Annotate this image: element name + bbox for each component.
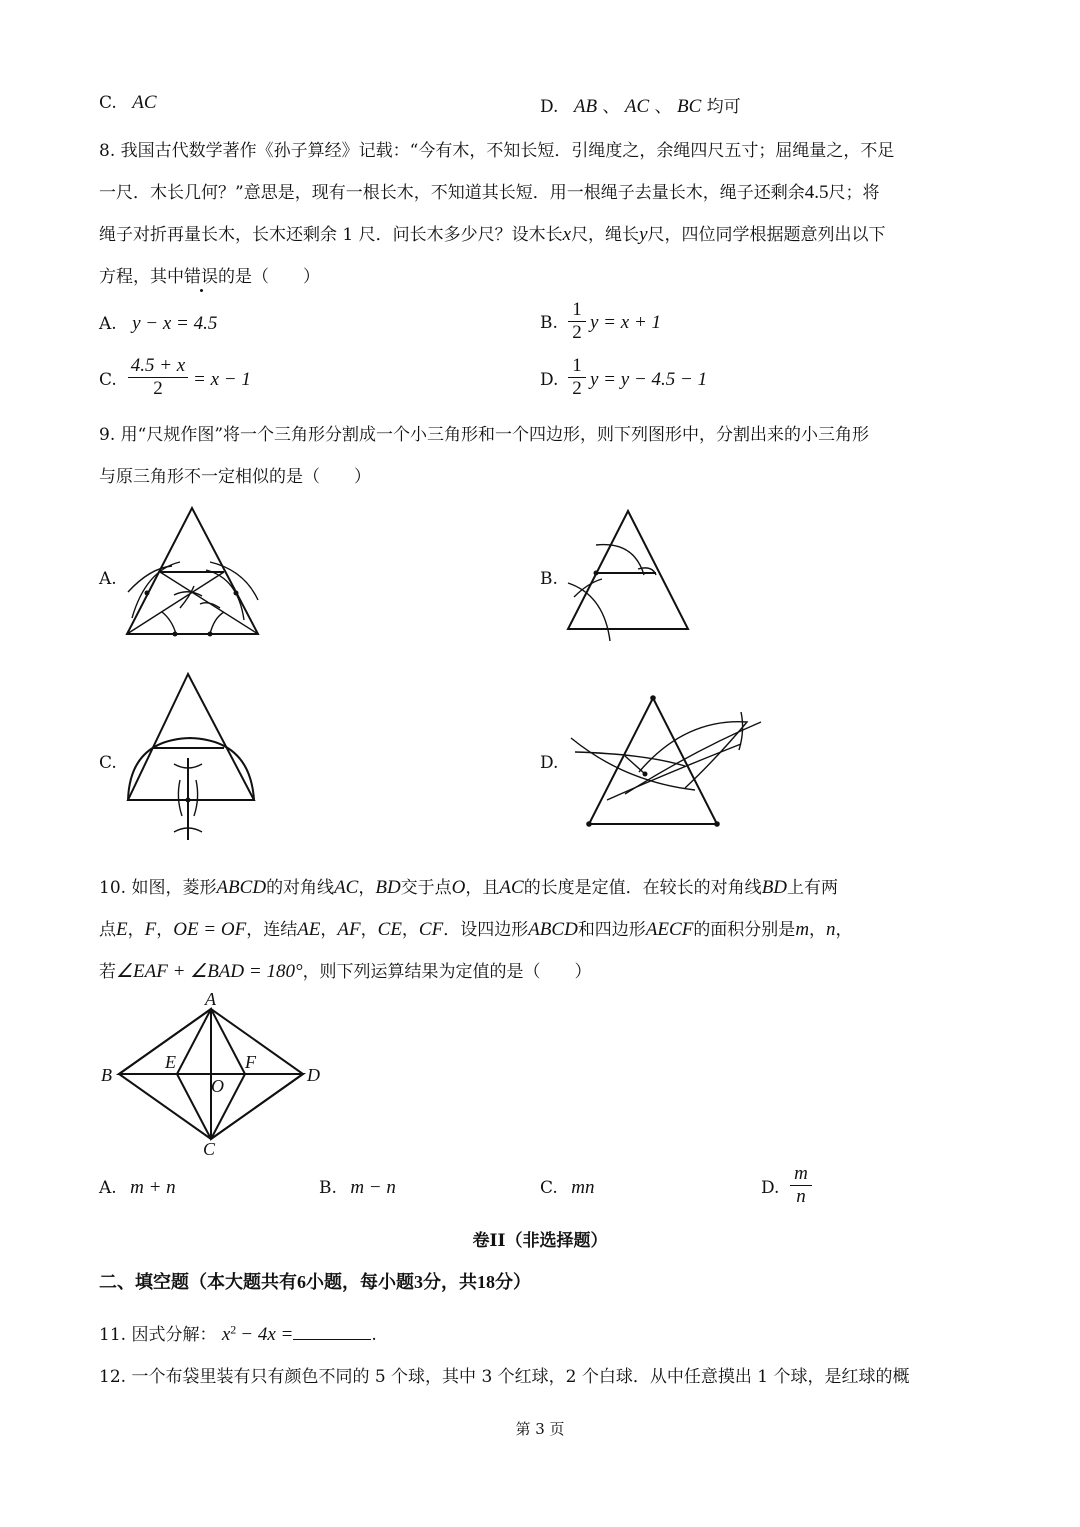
q10-option-c-math: mn: [571, 1177, 595, 1198]
q10-angle-condition: ∠EAF + ∠BAD = 180°: [116, 961, 303, 982]
q10-o: O: [451, 877, 466, 898]
q11-x: x: [221, 1324, 231, 1345]
q8-option-a-math: y − x = 4.5: [132, 313, 218, 334]
q10-line-2-k: ，: [809, 920, 827, 940]
q9-figure-c: [120, 668, 270, 848]
q10-bd-2: BD: [761, 877, 788, 898]
q10-option-c: [540, 1177, 594, 1199]
q7-option-d-text: 均可: [706, 97, 741, 117]
q10-line-1-e: ，且: [465, 878, 500, 898]
q10-cf: CF: [418, 919, 444, 940]
q9-option-d-label: D.: [540, 753, 559, 773]
q8-option-c-numerator: 4.5 + x: [130, 355, 186, 376]
section-heading: [99, 1268, 531, 1294]
q10-line-2-l: ，: [835, 920, 853, 940]
q10-ac: AC: [334, 877, 359, 898]
q8-line-3-c: 尺，四位同学根据题意列出以下: [647, 225, 886, 245]
q8-option-d-label: D.: [540, 370, 559, 390]
q10-af: AF: [337, 919, 361, 940]
q10-label-a: A: [205, 989, 216, 1009]
q12-line-1: 12. 一个布袋里装有只有颜色不同的 5 个球，其中 3 个红球，2 个白球．从中任意摸出 1 个球，是红球的概: [99, 1367, 910, 1387]
q10-option-b-math: m − n: [350, 1177, 396, 1198]
q10-line-2-j: 的面积分别是: [693, 920, 796, 940]
q8-option-b-math: y = x + 1: [590, 312, 662, 333]
q11-answer-blank[interactable]: [293, 1323, 371, 1340]
q8-var-y: y: [639, 224, 648, 245]
section-heading-a: 二、填空题（本大题共有: [99, 1272, 297, 1293]
q8-line-2-num: 4.5: [804, 182, 829, 203]
q10-f: F: [144, 919, 157, 940]
q10-line-2-e: ，: [320, 920, 338, 940]
q11-expression: − 4x =: [240, 1324, 294, 1345]
section-heading-b: 小题，每小题: [306, 1272, 414, 1293]
q9-line-2: 与原三角形不一定相似的是（ ）: [99, 467, 371, 487]
q8-option-b-numerator: 1: [572, 299, 582, 320]
q8-line-4: [99, 262, 320, 287]
q8-option-c-label: C.: [99, 370, 117, 390]
q7-option-d-math1: AB: [573, 96, 598, 117]
q8-option-d-numerator: 1: [572, 355, 582, 376]
q10-option-b-label: B.: [319, 1178, 337, 1198]
q10-line-1-g: 上有两: [787, 878, 839, 898]
q10-option-d-numerator: m: [794, 1163, 808, 1184]
q7-option-c: [99, 92, 157, 114]
q10-label-e: E: [165, 1052, 176, 1072]
page-number: 第 3 页: [515, 1420, 565, 1438]
q10-option-c-label: C.: [540, 1178, 558, 1198]
q10-ce: CE: [377, 919, 402, 940]
q10-option-a-label: A.: [99, 1178, 117, 1198]
q10-ae: AE: [297, 919, 321, 940]
paper-part-title: 卷II（非选择题）: [472, 1231, 608, 1251]
q10-abcd-2: ABCD: [528, 919, 578, 940]
q8-option-b-label: B.: [540, 313, 558, 333]
q10-label-c: C: [203, 1139, 216, 1159]
section-heading-score: 3: [414, 1272, 423, 1292]
q10-label-b: B: [101, 1065, 112, 1085]
q10-line-2-a: 点: [99, 920, 116, 940]
q8-line-4-b: 的是（ ）: [218, 267, 320, 287]
q8-option-b-denominator: 2: [572, 322, 582, 343]
q10-option-d-fraction: [790, 1164, 812, 1207]
q10-oe-of: OE = OF: [173, 919, 247, 940]
q10-abcd: ABCD: [216, 877, 267, 898]
q10-line-2-f: ，: [360, 920, 378, 940]
q8-option-c-fraction: [128, 356, 188, 399]
q10-line-2-d: ，连结: [246, 920, 298, 940]
q8-option-b-fraction: [568, 300, 586, 343]
q10-line-2-h: ．设四边形: [443, 920, 529, 940]
q8-line-3: [99, 220, 886, 246]
section-heading-c: 分，共: [423, 1272, 477, 1293]
q8-line-2-b: 尺；将: [828, 183, 880, 203]
section-heading-count: 6: [297, 1272, 306, 1292]
q10-line-3-a: 若: [99, 962, 116, 982]
q11-exponent: 2: [230, 1322, 237, 1337]
q8-line-3-a: 绳子对折再量长木，长木还剩余 1 尺．问长木多少尺？设木长: [99, 225, 563, 245]
q8-option-c-denominator: 2: [153, 378, 163, 399]
q10-label-o: O: [211, 1076, 224, 1096]
q11: [99, 1320, 377, 1346]
q10-option-d-label: D.: [761, 1178, 780, 1198]
q10-n: n: [826, 919, 836, 940]
q10-line-2: [99, 915, 853, 941]
q10-option-b: [319, 1177, 396, 1199]
q8-option-d-math: y = y − 4.5 − 1: [590, 369, 708, 390]
q8-option-a: [99, 313, 217, 335]
q10-label-d: D: [307, 1065, 320, 1085]
q7-option-d-math2: AC: [624, 96, 650, 117]
q10-option-a: [99, 1177, 176, 1199]
section-heading-d: 分）: [495, 1272, 531, 1293]
q10-line-2-i: 和四边形: [577, 920, 646, 940]
q10-option-a-math: m + n: [130, 1177, 176, 1198]
q8-option-c-math: = x − 1: [193, 369, 251, 390]
q10-line-1-d: 交于点: [400, 878, 452, 898]
q10-bd: BD: [375, 877, 401, 898]
q7-option-d: [540, 92, 741, 118]
q10-e: E: [116, 919, 128, 940]
q10-line-2-b: ，: [127, 920, 145, 940]
q11-end: .: [371, 1325, 377, 1345]
q10-aecf: AECF: [645, 919, 694, 940]
section-heading-total: 18: [477, 1272, 495, 1292]
q10-ac-2: AC: [499, 877, 524, 898]
q10-line-3-b: ，则下列运算结果为定值的是（ ）: [302, 962, 592, 982]
q8-line-4-a: 方程，其中: [99, 267, 184, 287]
q11-label: 11. 因式分解：: [99, 1325, 217, 1345]
q8-line-3-b: 尺，绳长: [571, 225, 640, 245]
q9-figure-a: [110, 500, 280, 650]
q10-line-2-g: ，: [401, 920, 419, 940]
q9-option-c-label: C.: [99, 753, 117, 773]
q9-figure-b: [560, 505, 700, 645]
q10-line-1-b: 的对角线: [266, 878, 335, 898]
q7-option-c-label: C.: [99, 93, 117, 113]
q10-line-1-a: 10. 如图，菱形: [99, 878, 217, 898]
q9-line-1: 9. 用“尺规作图”将一个三角形分割成一个小三角形和一个四边形，则下列图形中，分割出来的小三角形: [99, 425, 870, 445]
q7-option-d-label: D.: [540, 97, 559, 117]
q10-line-2-c: ，: [156, 920, 174, 940]
q8-option-d-denominator: 2: [572, 378, 582, 399]
q10-line-1-f: 的长度是定值．在较长的对角线: [523, 878, 762, 898]
q9-option-a-label: A.: [99, 569, 117, 589]
q7-option-d-sep1: 、: [602, 97, 620, 117]
q10-option-d-denominator: n: [796, 1186, 806, 1207]
q10-label-f: F: [245, 1052, 256, 1072]
q9-option-b-label: B.: [540, 569, 558, 589]
q10-line-1-c: ，: [358, 878, 376, 898]
q8-line-1: 8. 我国古代数学著作《孙子算经》记载：“今有木，不知长短．引绳度之，余绳四尺五寸；屈绳量之，不足: [99, 141, 895, 161]
q8-line-4-emphasis: 错误: [184, 267, 218, 287]
q7-option-d-math3: BC: [676, 96, 702, 117]
q8-option-d-fraction: [568, 356, 586, 399]
q10-line-3: [99, 957, 592, 983]
q7-option-c-math: AC: [132, 92, 157, 113]
q10-line-1: [99, 873, 838, 899]
q10-rhombus-figure: [95, 989, 335, 1159]
q8-line-2-a: 一尺．木长几何？”意思是，现有一根长木，不知道其长短．用一根绳子去量长木，绳子还剩余: [99, 183, 805, 203]
q8-line-2: [99, 178, 879, 204]
q8-var-x: x: [562, 224, 572, 245]
q9-figure-d: [565, 690, 775, 835]
q8-option-a-label: A.: [99, 314, 117, 334]
q7-option-d-sep2: 、: [654, 97, 672, 117]
q10-m: m: [795, 919, 810, 940]
